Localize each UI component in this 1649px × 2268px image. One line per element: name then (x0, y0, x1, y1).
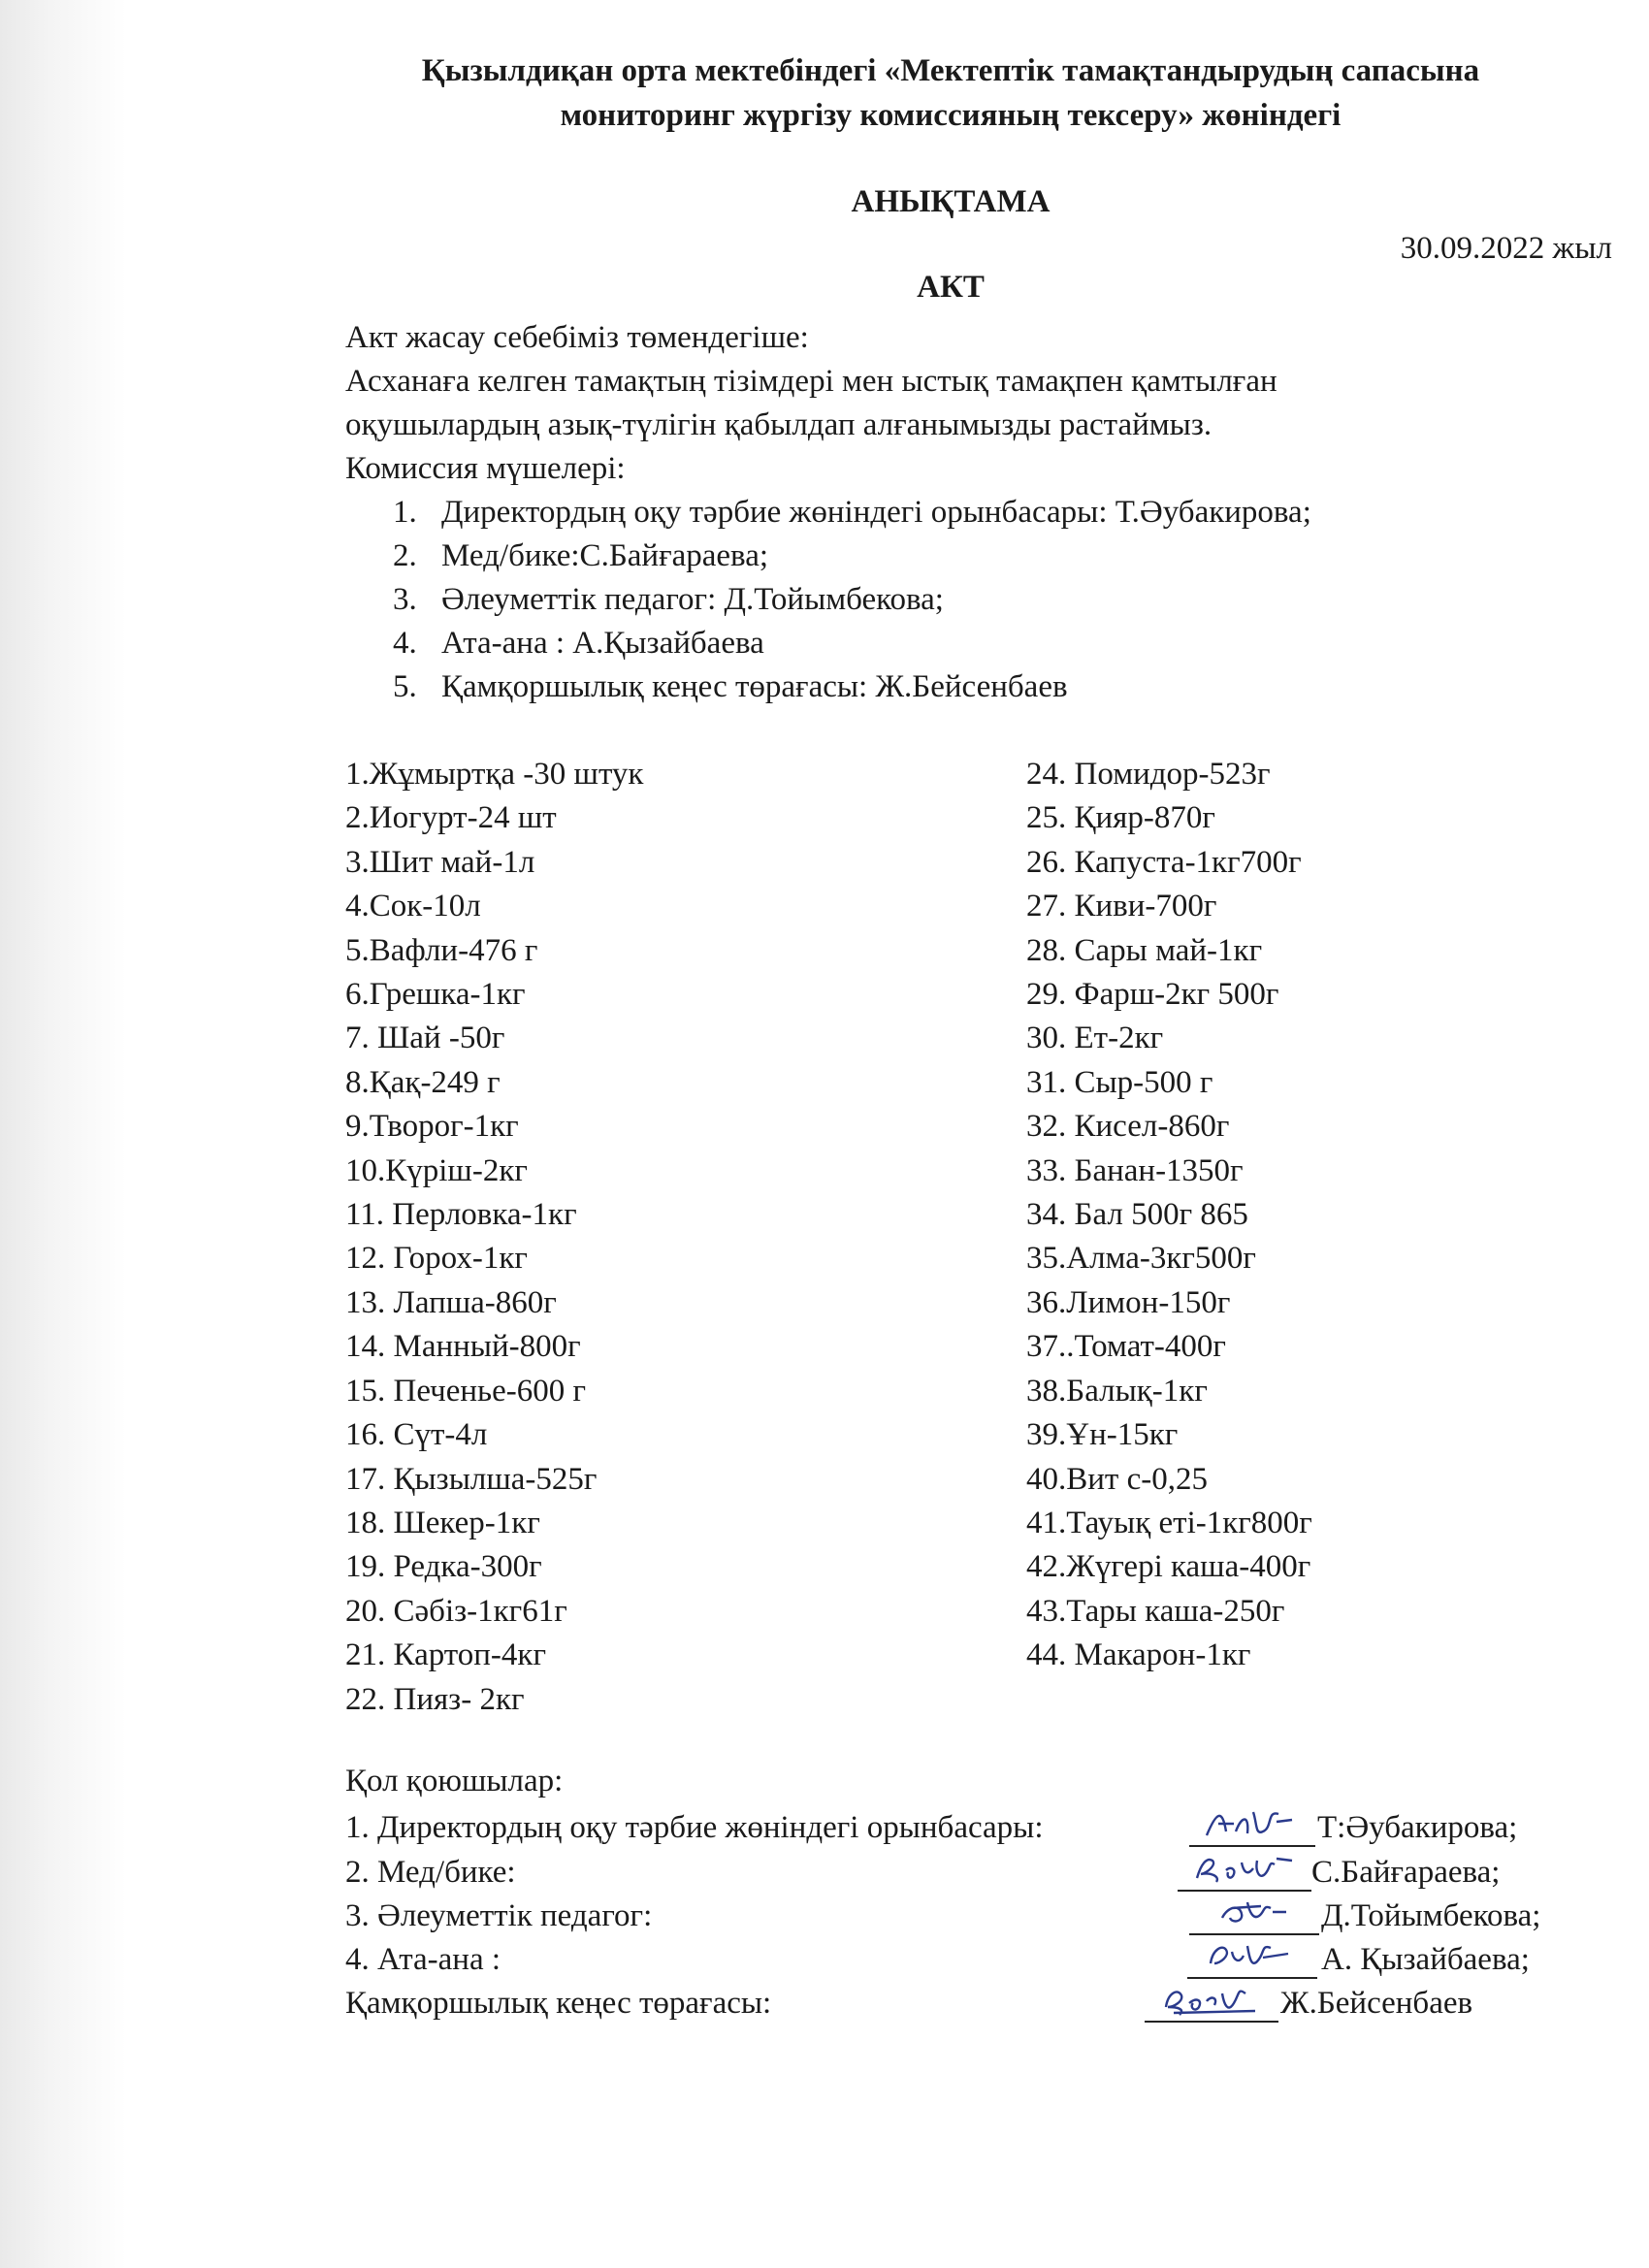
signature-line (1178, 1851, 1311, 1892)
reason-block (345, 316, 1606, 491)
food-item: 10.Күріш-2кг (345, 1152, 528, 1188)
food-item: 35.Алма-3кг500г (1026, 1241, 1256, 1277)
member-item: 2. Мед/бике:С.Байғараева; (393, 538, 769, 573)
food-item: 33. Банан-1350г (1026, 1152, 1244, 1188)
food-item: 11. Перловка-1кг (345, 1197, 577, 1233)
handwritten-signature-icon (1154, 1978, 1271, 2021)
food-item: 36.Лимон-150г (1026, 1284, 1231, 1320)
handwritten-signature-icon (1199, 1891, 1306, 1933)
food-item: 20. Сәбіз-1кг61г (345, 1593, 567, 1629)
food-item: 24. Помидор-523г (1026, 757, 1271, 792)
food-item: 31. Сыр-500 г (1026, 1064, 1213, 1100)
food-item: 18. Шекер-1кг (345, 1505, 540, 1540)
food-item: 40.Вит с-0,25 (1026, 1461, 1208, 1497)
document-date: 30.09.2022 жыл (1400, 231, 1612, 266)
food-item: 8.Қақ-249 г (345, 1064, 501, 1100)
food-item: 43.Тары каша-250г (1026, 1593, 1285, 1629)
member-item: 5. Қамқоршылық кеңес төрағасы: Ж.Бейсенбаев (393, 669, 1068, 704)
reason-line-1: Асханаға келген тамақтың тізімдері мен ыстық тамақпен қамтылған (345, 364, 1277, 399)
signature-row: 4. Ата-ана : А. Қызайбаева; (345, 1938, 1616, 1982)
food-item: 34. Бал 500г 865 (1026, 1197, 1248, 1233)
food-item: 25. Қияр-870г (1026, 800, 1215, 836)
food-item: 4.Сок-10л (345, 889, 481, 924)
food-item: 6.Грешка-1кг (345, 977, 526, 1013)
commission-label: Комиссия мүшелері: (345, 451, 626, 486)
reason-line-2: оқушылардың азық-түлігін қабылдап алғанымызды растаймыз. (345, 407, 1212, 442)
signature-line (1187, 1938, 1317, 1979)
food-item: 1.Жұмыртқа -30 штук (345, 757, 644, 792)
handwritten-signature-icon (1187, 1847, 1304, 1890)
food-item: 19. Редка-300г (345, 1549, 542, 1585)
food-item: 32. Кисел-860г (1026, 1109, 1230, 1145)
handwritten-signature-icon (1199, 1802, 1306, 1845)
food-item: 15. Печенье-600 г (345, 1373, 587, 1409)
food-item: 5.Вафли-476 г (345, 932, 538, 968)
signers-label: Қол қоюшылар: (345, 1764, 564, 1798)
subheading: АКТ (917, 270, 985, 305)
signature-row: 1. Директордың оқу тәрбие жөніндегі орынбасары: Т:Әубакирова; (345, 1806, 1616, 1850)
food-item: 26. Капуста-1кг700г (1026, 844, 1302, 880)
food-item: 27. Киви-700г (1026, 889, 1217, 924)
food-item: 41.Тауық еті-1кг800г (1026, 1505, 1312, 1540)
food-item: 37..Томат-400г (1026, 1329, 1226, 1365)
food-item: 30. Ет-2кг (1026, 1021, 1164, 1056)
signature-row: 2. Мед/бике: С.Байғараева; (345, 1851, 1616, 1895)
food-items-left-column (345, 753, 643, 1722)
reason-label: Акт жасау себебіміз төмендегіше: (345, 320, 809, 355)
title-line-2: мониторинг жүргізу комиссияның тексеру» жөніндегі (560, 98, 1342, 133)
signature-line (1189, 1806, 1315, 1847)
scan-shadow (0, 0, 126, 2268)
signature-row: Қамқоршылық кеңес төрағасы: Ж.Бейсенбаев (345, 1982, 1616, 2025)
food-item: 44. Макарон-1кг (1026, 1637, 1251, 1673)
document-title (291, 49, 1610, 138)
food-item: 29. Фарш-2кг 500г (1026, 977, 1279, 1013)
handwritten-signature-icon (1197, 1934, 1304, 1977)
member-item: 4. Ата-ана : А.Қызайбаева (393, 626, 764, 661)
food-item: 2.Иогурт-24 шт (345, 800, 557, 836)
food-item: 28. Сары май-1кг (1026, 932, 1263, 968)
food-item: 14. Манный-800г (345, 1329, 581, 1365)
member-item: 1. Директордың оқу тәрбие жөніндегі орынбасары: Т.Әубакирова; (393, 495, 1311, 530)
food-item: 16. Сүт-4л (345, 1417, 488, 1453)
food-item: 12. Горох-1кг (345, 1241, 528, 1277)
title-line-1: Қызылдиқан орта мектебіндегі «Мектептік тамақтандырудың сапасына (421, 53, 1480, 88)
signature-line (1189, 1895, 1319, 1935)
food-item: 22. Пияз- 2кг (345, 1681, 525, 1717)
food-item: 39.Ұн-15кг (1026, 1417, 1179, 1453)
food-item: 9.Творог-1кг (345, 1109, 519, 1145)
food-item: 13. Лапша-860г (345, 1284, 557, 1320)
food-item: 17. Қызылша-525г (345, 1461, 598, 1497)
signature-line (1145, 1982, 1278, 2023)
food-item: 7. Шай -50г (345, 1021, 505, 1056)
food-item: 38.Балық-1кг (1026, 1373, 1208, 1409)
heading: АНЫҚТАМА (851, 184, 1051, 219)
food-item: 3.Шит май-1л (345, 844, 535, 880)
commission-members-list (393, 491, 1311, 709)
food-item: 42.Жүгері каша-400г (1026, 1549, 1311, 1585)
food-items-right-column (1026, 753, 1312, 1678)
signature-row: 3. Әлеуметтік педагог: Д.Тойымбекова; (345, 1895, 1616, 1938)
food-item: 21. Картоп-4кг (345, 1637, 546, 1673)
member-item: 3. Әлеуметтік педагог: Д.Тойымбекова; (393, 582, 944, 617)
